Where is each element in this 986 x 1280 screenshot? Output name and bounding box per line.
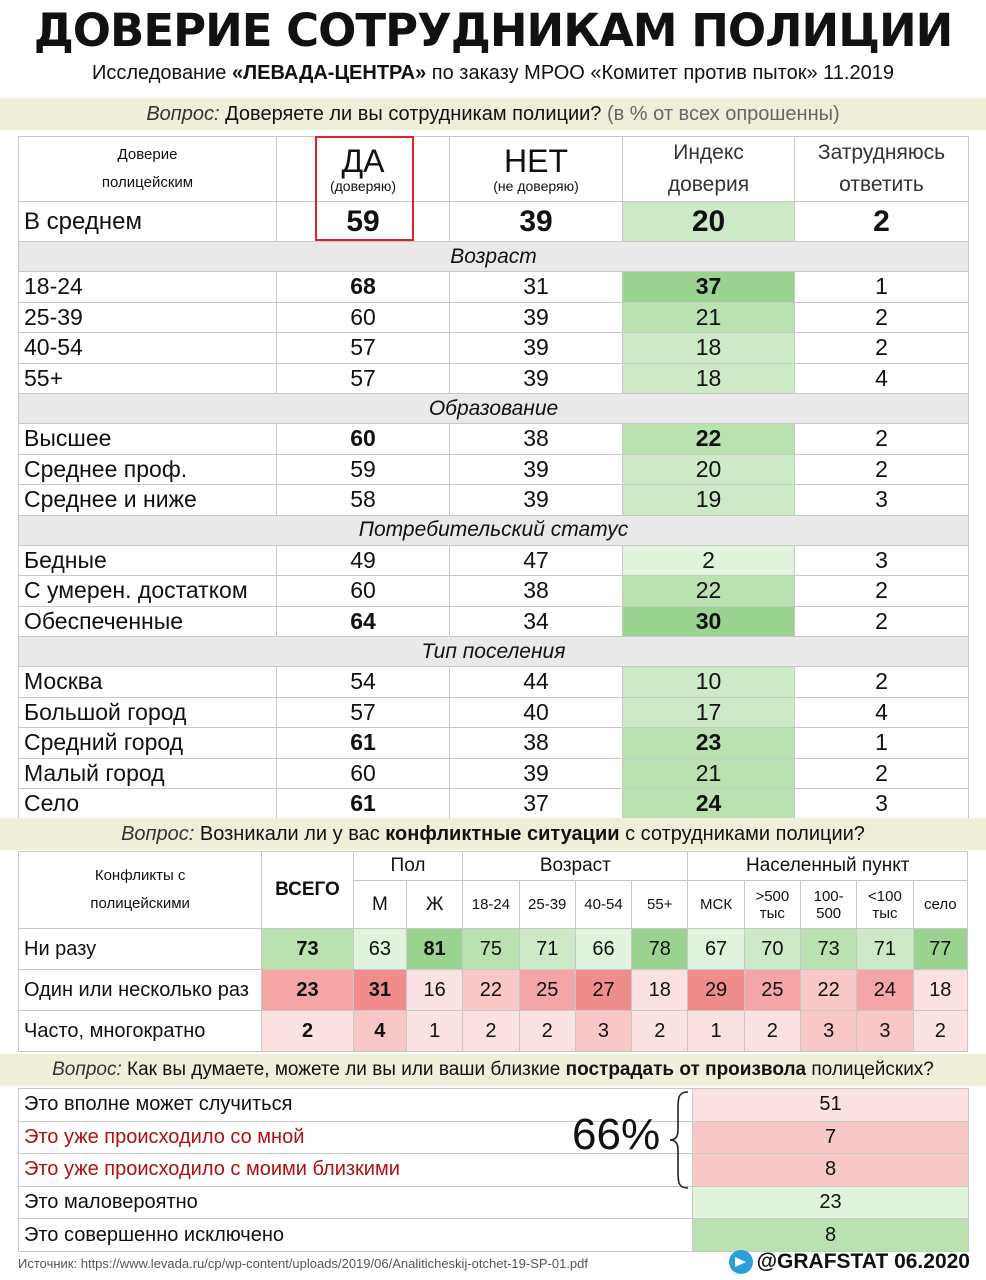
subcolumn-header	[913, 881, 967, 929]
question-2-bar: Вопрос: Возникали ли у вас конфликтные ситуации с сотрудниками полиции?	[0, 818, 986, 850]
index-value: 10	[623, 667, 795, 698]
conflict-value: 2	[744, 1011, 800, 1052]
no-value: 38	[450, 576, 623, 607]
average-index: 20	[623, 202, 795, 242]
table-row	[19, 1186, 969, 1219]
subcolumn-header	[632, 881, 688, 929]
answer-value: 23	[693, 1186, 969, 1219]
conflict-value: 2	[632, 1011, 688, 1052]
row-label: Это совершенно исключено	[19, 1219, 569, 1252]
hard-value: 2	[795, 576, 969, 607]
table-row	[19, 1154, 969, 1187]
row-label: Село	[19, 789, 277, 820]
subcolumn-header-text: >500	[755, 887, 790, 905]
conflict-value: 1	[688, 1011, 744, 1052]
table-row	[19, 929, 968, 970]
table-row	[19, 728, 969, 759]
no-value: 39	[450, 363, 623, 394]
subcolumn-header-text: тыс	[872, 904, 898, 922]
hard-value: 3	[795, 485, 969, 516]
group-sex-header: Пол	[353, 852, 463, 881]
row-label: Ни разу	[19, 929, 262, 970]
conflict-value: 81	[407, 929, 463, 970]
table-row	[19, 454, 969, 485]
yes-value: 58	[277, 485, 450, 516]
no-value: 39	[450, 333, 623, 364]
conflict-value: 67	[688, 929, 744, 970]
section-title: Образование	[19, 394, 969, 424]
subcolumn-header-text: М	[371, 893, 388, 915]
yes-value: 61	[277, 728, 450, 759]
answer-value: 8	[693, 1154, 969, 1187]
index-value: 21	[623, 302, 795, 333]
average-yes: 59	[277, 202, 450, 242]
conflict-value: 16	[407, 970, 463, 1011]
index-value: 24	[623, 789, 795, 820]
conflict-value: 22	[463, 970, 519, 1011]
group-settlement-header: Населенный пункт	[688, 852, 968, 881]
answer-value: 51	[693, 1089, 969, 1122]
hard-value: 4	[795, 363, 969, 394]
subcolumn-header-text: МСК	[700, 896, 733, 913]
index-value: 20	[623, 454, 795, 485]
table-row	[19, 789, 969, 820]
summary-percent: 66%	[572, 1110, 661, 1159]
index-value: 18	[623, 333, 795, 364]
index-value: 21	[623, 758, 795, 789]
conflict-value: 3	[857, 1011, 913, 1052]
conflict-value: 22	[800, 970, 856, 1011]
section-row	[19, 394, 969, 424]
conflict-value: 66	[575, 929, 631, 970]
yes-value: 61	[277, 789, 450, 820]
hard-value: 2	[795, 667, 969, 698]
subcolumn-header-text: 25-39	[528, 896, 567, 913]
average-hard: 2	[795, 202, 969, 242]
trust-table	[18, 136, 969, 820]
subcolumn-header-text: 18-24	[471, 896, 511, 913]
no-value: 39	[450, 454, 623, 485]
row-label: С умерен. достатком	[19, 576, 277, 607]
table-row	[19, 1219, 969, 1252]
index-value: 30	[623, 606, 795, 637]
yes-value: 60	[277, 424, 450, 455]
subcolumn-header	[353, 881, 406, 929]
page-title: ДОВЕРИЕ СОТРУДНИКАМ ПОЛИЦИИ	[33, 4, 953, 57]
index-value: 19	[623, 485, 795, 516]
conflict-value: 25	[744, 970, 800, 1011]
hard-value: 1	[795, 728, 969, 759]
yes-value: 57	[277, 363, 450, 394]
row-label: Средний город	[19, 728, 277, 759]
subcolumn-header	[857, 881, 913, 929]
spacer-cell	[569, 1186, 693, 1219]
hard-value: 2	[795, 758, 969, 789]
no-value: 39	[450, 302, 623, 333]
yes-value: 57	[277, 697, 450, 728]
yes-value: 54	[277, 667, 450, 698]
conflict-value: 70	[744, 929, 800, 970]
yes-value: 64	[277, 606, 450, 637]
no-value: 40	[450, 697, 623, 728]
average-no: 39	[450, 202, 623, 242]
trust-hard-header: Затрудняюсь ответить	[795, 137, 969, 202]
table-row	[19, 1011, 968, 1052]
yes-value: 57	[277, 333, 450, 364]
conflict-value: 23	[262, 970, 353, 1011]
subcolumn-header-text: Ж	[425, 893, 444, 915]
highlight-box	[315, 136, 414, 241]
table-row	[19, 545, 969, 576]
telegram-icon	[729, 1250, 753, 1274]
table-row	[19, 970, 968, 1011]
table-row	[19, 1089, 969, 1122]
subcolumn-header-text: село	[923, 896, 957, 913]
question-3-bar: Вопрос: Как вы думаете, можете ли вы или ваши близкие пострадать от произвола полицейских?	[0, 1054, 986, 1086]
subcolumn-header	[800, 881, 856, 929]
conflict-value: 77	[913, 929, 967, 970]
answer-value: 8	[693, 1219, 969, 1252]
hard-value: 2	[795, 454, 969, 485]
question-1-bar: Вопрос: Доверяете ли вы сотрудникам полиции? (в % от всех опрошенны)	[0, 98, 986, 130]
table-row	[19, 606, 969, 637]
row-label: Это уже происходило с моими близкими	[19, 1154, 569, 1187]
hard-value: 2	[795, 302, 969, 333]
no-value: 38	[450, 728, 623, 759]
table-row	[19, 697, 969, 728]
section-row	[19, 242, 969, 272]
table-row	[19, 424, 969, 455]
table-row	[19, 667, 969, 698]
subcolumn-header	[575, 881, 631, 929]
yes-value: 59	[277, 454, 450, 485]
conflict-value: 29	[688, 970, 744, 1011]
row-label: Большой город	[19, 697, 277, 728]
table-row	[19, 333, 969, 364]
index-value: 18	[623, 363, 795, 394]
conflict-value: 2	[519, 1011, 575, 1052]
row-label: Это уже происходило со мной	[19, 1121, 569, 1154]
row-label: 55+	[19, 363, 277, 394]
hard-value: 2	[795, 333, 969, 364]
conflict-value: 3	[575, 1011, 631, 1052]
yes-value: 49	[277, 545, 450, 576]
row-label: Малый город	[19, 758, 277, 789]
row-label: Москва	[19, 667, 277, 698]
subcolumn-header-text: 40-54	[584, 896, 623, 913]
subcolumn-header	[519, 881, 575, 929]
conflict-value: 73	[800, 929, 856, 970]
no-value: 39	[450, 758, 623, 789]
row-label: 25-39	[19, 302, 277, 333]
conflict-value: 4	[353, 1011, 406, 1052]
hard-value: 1	[795, 272, 969, 303]
conflict-value: 27	[575, 970, 631, 1011]
section-row	[19, 515, 969, 545]
section-row	[19, 637, 969, 667]
conflict-value: 63	[353, 929, 406, 970]
table-row	[19, 576, 969, 607]
conflict-value: 71	[519, 929, 575, 970]
trust-no-header: НЕТ (не доверяю)	[450, 137, 623, 202]
conflict-value: 3	[800, 1011, 856, 1052]
conflict-value: 18	[632, 970, 688, 1011]
row-label: Часто, многократно	[19, 1011, 262, 1052]
no-value: 44	[450, 667, 623, 698]
subcolumn-header-text: 100-	[813, 887, 844, 905]
yes-value: 60	[277, 576, 450, 607]
conflict-value: 2	[913, 1011, 967, 1052]
row-label: 18-24	[19, 272, 277, 303]
row-label: Это маловероятно	[19, 1186, 569, 1219]
no-value: 47	[450, 545, 623, 576]
hard-value: 2	[795, 606, 969, 637]
index-value: 2	[623, 545, 795, 576]
subcolumn-header	[407, 881, 463, 929]
table-row	[19, 758, 969, 789]
conflicts-table	[18, 851, 968, 1052]
page-subtitle: Исследование «ЛЕВАДА-ЦЕНТРА» по заказу МРОО «Комитет против пыток» 11.2019	[92, 62, 894, 84]
section-title: Тип поселения	[19, 637, 969, 667]
no-value: 37	[450, 789, 623, 820]
yes-value: 68	[277, 272, 450, 303]
conflict-value: 18	[913, 970, 967, 1011]
conflict-value: 78	[632, 929, 688, 970]
conflict-value: 25	[519, 970, 575, 1011]
hard-value: 3	[795, 545, 969, 576]
spacer-cell	[569, 1219, 693, 1252]
no-value: 34	[450, 606, 623, 637]
conflict-value: 71	[857, 929, 913, 970]
index-value: 23	[623, 728, 795, 759]
conflicts-corner-header: Конфликты с полицейскими	[19, 852, 262, 929]
conflict-value: 75	[463, 929, 519, 970]
subcolumn-header	[688, 881, 744, 929]
row-label: Бедные	[19, 545, 277, 576]
row-label: Это вполне может случиться	[19, 1089, 569, 1122]
conflict-value: 1	[407, 1011, 463, 1052]
subcolumn-header	[744, 881, 800, 929]
conflict-value: 2	[262, 1011, 353, 1052]
index-value: 17	[623, 697, 795, 728]
section-title: Потребительский статус	[19, 515, 969, 545]
section-title: Возраст	[19, 242, 969, 272]
row-label: Один или несколько раз	[19, 970, 262, 1011]
trust-yes-header: ДА (доверяю)	[277, 137, 450, 202]
conflict-value: 73	[262, 929, 353, 970]
table-row	[19, 1121, 969, 1154]
conflict-value: 31	[353, 970, 406, 1011]
brace-icon	[668, 1090, 690, 1190]
no-value: 31	[450, 272, 623, 303]
no-value: 38	[450, 424, 623, 455]
table-row	[19, 272, 969, 303]
table-row	[19, 363, 969, 394]
row-label: Высшее	[19, 424, 277, 455]
trust-index-header: Индекс доверия	[623, 137, 795, 202]
subcolumn-header-text: 500	[816, 904, 842, 922]
conflicts-total-header: ВСЕГО	[262, 852, 353, 929]
conflict-value: 24	[857, 970, 913, 1011]
yes-value: 60	[277, 758, 450, 789]
table-row	[19, 302, 969, 333]
index-value: 22	[623, 424, 795, 455]
subcolumn-header-text: тыс	[759, 904, 785, 922]
index-value: 37	[623, 272, 795, 303]
average-label: В среднем	[19, 202, 277, 242]
group-age-header: Возраст	[463, 852, 688, 881]
hard-value: 3	[795, 789, 969, 820]
answer-value: 7	[693, 1121, 969, 1154]
subcolumn-header	[463, 881, 519, 929]
yes-value: 60	[277, 302, 450, 333]
table-row	[19, 485, 969, 516]
row-label: Среднее и ниже	[19, 485, 277, 516]
conflict-value: 2	[463, 1011, 519, 1052]
subcolumn-header-text: 55+	[647, 896, 673, 913]
row-label: Обеспеченные	[19, 606, 277, 637]
brand-signature: @GRAFSTAT 06.2020	[729, 1250, 970, 1274]
row-label: Среднее проф.	[19, 454, 277, 485]
subcolumn-header-text: <100	[868, 887, 902, 905]
hard-value: 2	[795, 424, 969, 455]
hard-value: 4	[795, 697, 969, 728]
source-note: Источник: https://www.levada.ru/cp/wp-content/uploads/2019/06/Analiticheskij-otchet-19-SP-01.pdf	[18, 1256, 589, 1271]
no-value: 39	[450, 485, 623, 516]
row-label: 40-54	[19, 333, 277, 364]
index-value: 22	[623, 576, 795, 607]
arbitrariness-table	[18, 1088, 969, 1252]
table-row	[19, 202, 969, 242]
trust-corner-header: Доверие полицейским	[19, 137, 277, 202]
